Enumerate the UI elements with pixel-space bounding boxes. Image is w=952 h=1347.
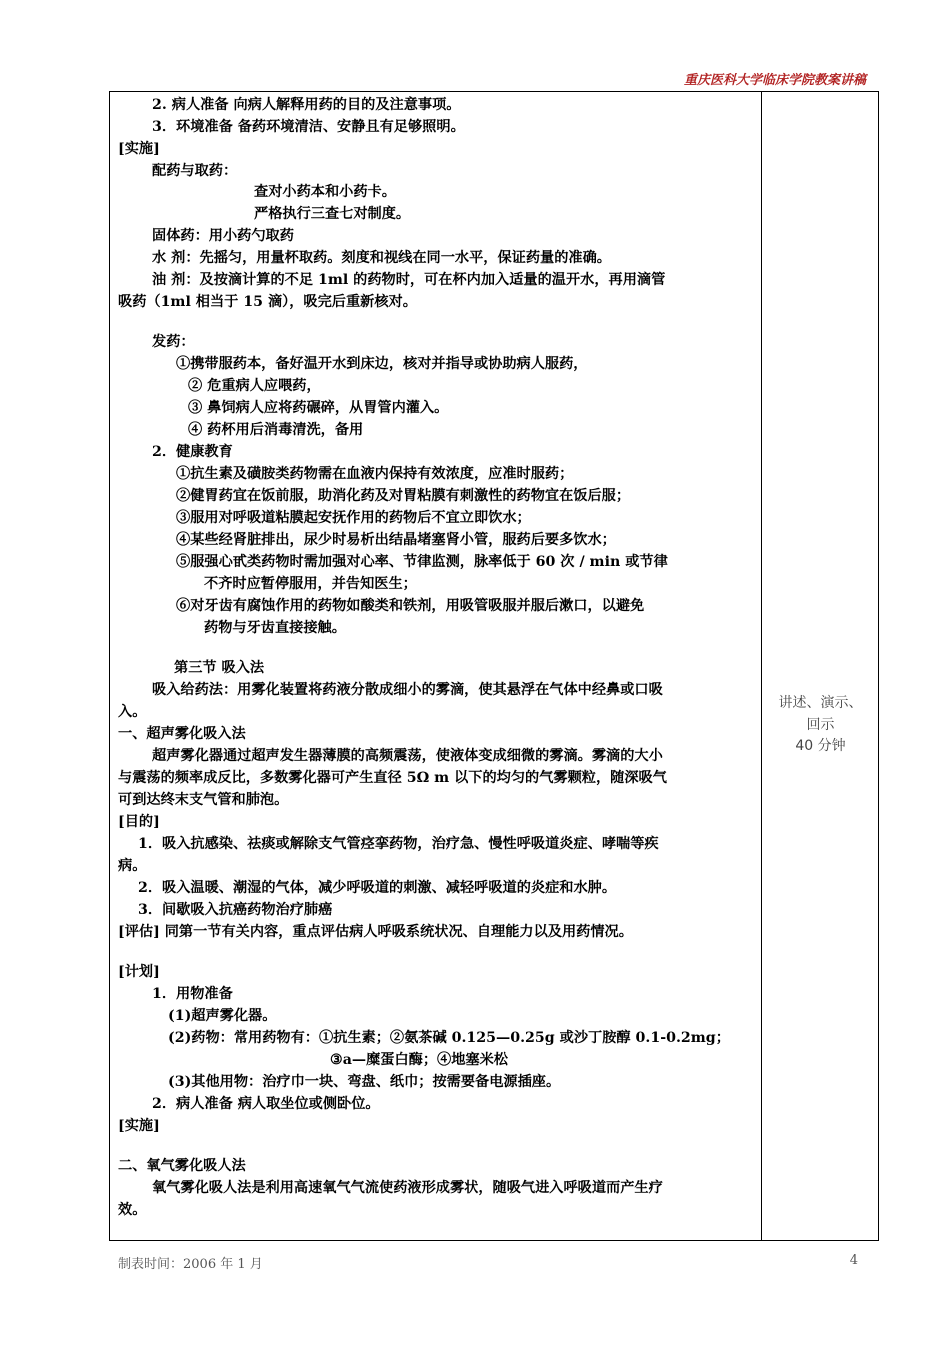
content-line: 2．病人准备 病人取坐位或侧卧位。 <box>152 1096 380 1112</box>
section-heading: [实施] <box>118 1118 160 1134</box>
content-line: 效。 <box>118 1202 147 1218</box>
page-number: 4 <box>849 1253 858 1268</box>
content-line: ③ 鼻饲病人应将药碾碎，从胃管内灌入。 <box>188 400 449 416</box>
content-line: 水 剂：先摇匀，用量杯取药。刻度和视线在同一水平，保证药量的准确。 <box>152 250 611 266</box>
content-line: 2．健康教育 <box>152 444 233 460</box>
content-line: 1．吸入抗感染、祛痰或解除支气管痉挛药物，治疗急、慢性呼吸道炎症、哮喘等疾 <box>138 836 659 852</box>
content-line: ④某些经肾脏排出，尿少时易析出结晶堵塞肾小管，服药后要多饮水； <box>176 532 616 548</box>
section-heading: [目的] <box>118 814 160 830</box>
content-line: ①携带服药本，备好温开水到床边，核对并指导或协助病人服药， <box>176 356 588 372</box>
teaching-method-cell <box>762 693 879 758</box>
section-heading: [实施] <box>118 141 160 157</box>
content-line: ⑥对牙齿有腐蚀作用的药物如酸类和铁剂，用吸管吸服并服后漱口，以避免 <box>176 598 645 614</box>
content-line: 查对小药本和小药卡。 <box>254 184 396 200</box>
content-line: 3．间歇吸入抗癌药物治疗肺癌 <box>138 902 333 918</box>
content-line: 可到达终末支气管和肺泡。 <box>118 792 289 808</box>
content-line: ⑤服强心甙类药物时需加强对心率、节律监测，脉率低于 60 次 / min 或节律 <box>176 554 668 570</box>
content-line: 不齐时应暂停服用，并告知医生； <box>204 576 417 592</box>
content-line: 药物与牙齿直接接触。 <box>204 620 346 636</box>
document-header-title: 重庆医科大学临床学院教案讲稿 <box>683 73 866 88</box>
content-line: 入。 <box>118 704 147 720</box>
content-line: [评估] 同第一节有关内容，重点评估病人呼吸系统状况、自理能力以及用药情况。 <box>118 924 633 940</box>
teaching-method-label-2: 回示 <box>806 716 835 733</box>
content-line: 超声雾化器通过超声发生器薄膜的高频震荡，使液体变成细微的雾滴。雾滴的大小 <box>152 748 663 764</box>
content-line: (3)其他用物：治疗巾一块、弯盘、纸巾；按需要备电源插座。 <box>168 1074 561 1090</box>
content-line: 油 剂：及按滴计算的不足 1ml 的药物时，可在杯内加入适量的温开水，再用滴管 <box>152 272 666 288</box>
content-line: 2. 病人准备 向病人解释用药的目的及注意事项。 <box>152 97 461 113</box>
content-line: ② 危重病人应喂药， <box>188 378 321 394</box>
content-line: 吸药（1ml 相当于 15 滴），吸完后重新核对。 <box>118 294 417 310</box>
content-line: 2．吸入温暖、潮湿的气体，减少呼吸道的刺激、减轻呼吸道的炎症和水肿。 <box>138 880 617 896</box>
lesson-plan-table <box>109 91 879 1241</box>
content-line: ④ 药杯用后消毒清洗，备用 <box>188 422 364 438</box>
section-heading: 二、氧气雾化吸人法 <box>118 1158 246 1174</box>
content-line: 配药与取药： <box>152 163 238 179</box>
footer-date: 制表时间：2006 年 1 月 <box>118 1257 263 1272</box>
content-line: ③a—糜蛋白酶；④地塞米松 <box>330 1052 508 1068</box>
content-line: ①抗生素及磺胺类药物需在血液内保持有效浓度，应准时服药； <box>176 466 574 482</box>
content-line: 发药： <box>152 334 195 350</box>
content-line: 严格执行三查七对制度。 <box>254 206 411 222</box>
teaching-method-label: 讲述、演示、 <box>778 695 863 711</box>
teaching-time-label: 40 分钟 <box>795 738 846 754</box>
content-line: 吸入给药法：用雾化装置将药液分散成细小的雾滴，使其悬浮在气体中经鼻或口吸 <box>152 682 663 698</box>
content-line: ②健胃药宜在饭前服，助消化药及对胃粘膜有刺激性的药物宜在饭后服； <box>176 488 631 504</box>
content-line: (1)超声雾化器。 <box>168 1008 277 1024</box>
content-line: ③服用对呼吸道粘膜起安抚作用的药物后不宜立即饮水； <box>176 510 531 526</box>
section-heading: [计划] <box>118 964 160 980</box>
content-line: 1．用物准备 <box>152 986 233 1002</box>
content-line: 氧气雾化吸人法是利用高速氧气气流使药液形成雾状，随吸气进入呼吸道而产生疗 <box>152 1180 663 1196</box>
content-line: 固体药：用小药勺取药 <box>152 228 294 244</box>
content-line: 3．环境准备 备药环境清洁、安静且有足够照明。 <box>152 119 465 135</box>
content-line: 与震荡的频率成反比，多数雾化器可产生直径 5Ω m 以下的均匀的气雾颗粒，随深吸气 <box>118 770 667 786</box>
section-title: 第三节 吸入法 <box>174 660 265 676</box>
content-line: (2)药物：常用药物有：①抗生素；②氨茶碱 0.125—0.25g 或沙丁胺醇 0.1-0.2mg； <box>168 1030 730 1046</box>
content-line: 病。 <box>118 858 147 874</box>
section-heading: 一、超声雾化吸入法 <box>118 726 246 742</box>
column-divider <box>761 92 762 1240</box>
